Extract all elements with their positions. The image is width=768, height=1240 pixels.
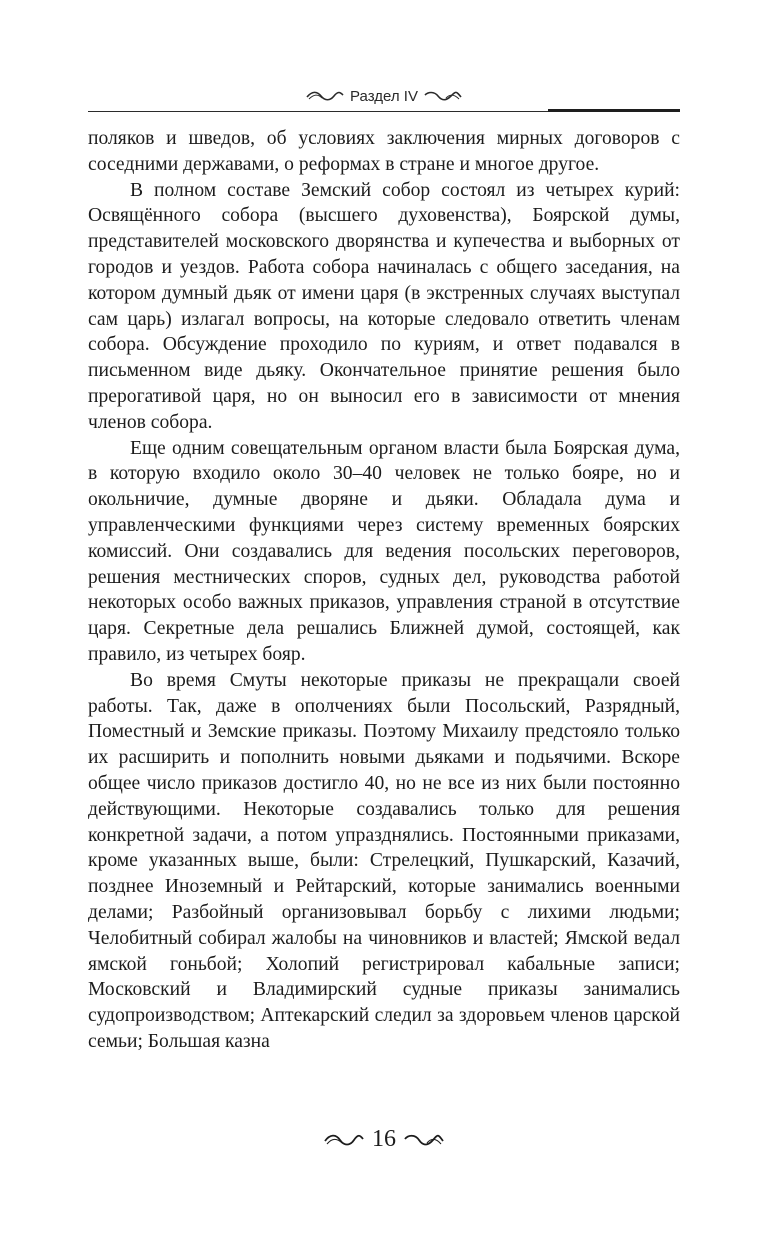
header-rule-accent xyxy=(548,109,680,112)
running-header xyxy=(88,84,680,108)
paragraph-continued: поляков и шведов, об условиях заключения мирных договоров с соседними державами, о реформах в стране и многое другое. xyxy=(88,128,680,175)
swash-ornament-icon xyxy=(424,90,462,102)
swash-ornament-icon xyxy=(404,1133,444,1147)
section-label: Раздел IV xyxy=(350,87,418,105)
paragraph-zemsky-sobor: В полном составе Земский собор состоял из четырех курий: Освящённого собора (высшего духовенства), Боярской думы, представителей московского дворянства и купечества и выборных от городов и уездов. Работа собора начиналась с общего заседания, на котором думный дьяк от имени царя (в экстренных случаях выступал сам царь) излагал вопросы, на которые следовало ответить членам собора. Обсуждение проходило по куриям, и ответ подавался в письменном виде дьяку. Окончательное принятие решения было прерогативой царя, но он выносил его в зависимости от мнения членов собора. xyxy=(88,179,680,433)
swash-ornament-icon xyxy=(324,1133,364,1147)
body-text xyxy=(88,126,680,1055)
page-number: 16 xyxy=(372,1126,396,1152)
paragraph-prikazy: Во время Смуты некоторые приказы не прекращали своей работы. Так, даже в ополчениях были Посольский, Разрядный, Поместный и Земские приказы. Поэтому Михаилу предстояло только их расширить и пополнить новыми дьяками и подьячими. Вскоре общее число приказов достигло 40, но не все из них были постоянно действующими. Некоторые создавались только для решения конкретной задачи, а потом упразднялись. Постоянными приказами, кроме указанных выше, были: Стрелецкий, Пушкарский, Казачий, позднее Иноземный и Рейтарский, которые занимались военными делами; Разбойный организовывал борьбу с лихими людьми; Челобитный собирал жалобы на чиновников и властей; Ямской ведал ямской гоньбой; Холопий регистрировал кабальные записи; Московский и Владимирский судные приказы занимались судопроизводством; Аптекарский следил за здоровьем членов царской семьи; Большая казна xyxy=(88,669,680,1052)
page-footer xyxy=(88,1126,680,1153)
swash-ornament-icon xyxy=(306,90,344,102)
paragraph-boyar-duma: Еще одним совещательным органом власти была Боярская дума, в которую входило около 30–40 человек не только бояре, но и окольничие, думные дворяне и дьяки. Обладала дума и управленческими функциями через систему временных боярских комиссий. Они создавались для ведения посольских переговоров, решения местнических споров, судных дел, руководства работой некоторых особо важных приказов, управления страной в отсутствие царя. Секретные дела решались Ближней думой, состоящей, как правило, из четырех бояр. xyxy=(88,437,680,665)
